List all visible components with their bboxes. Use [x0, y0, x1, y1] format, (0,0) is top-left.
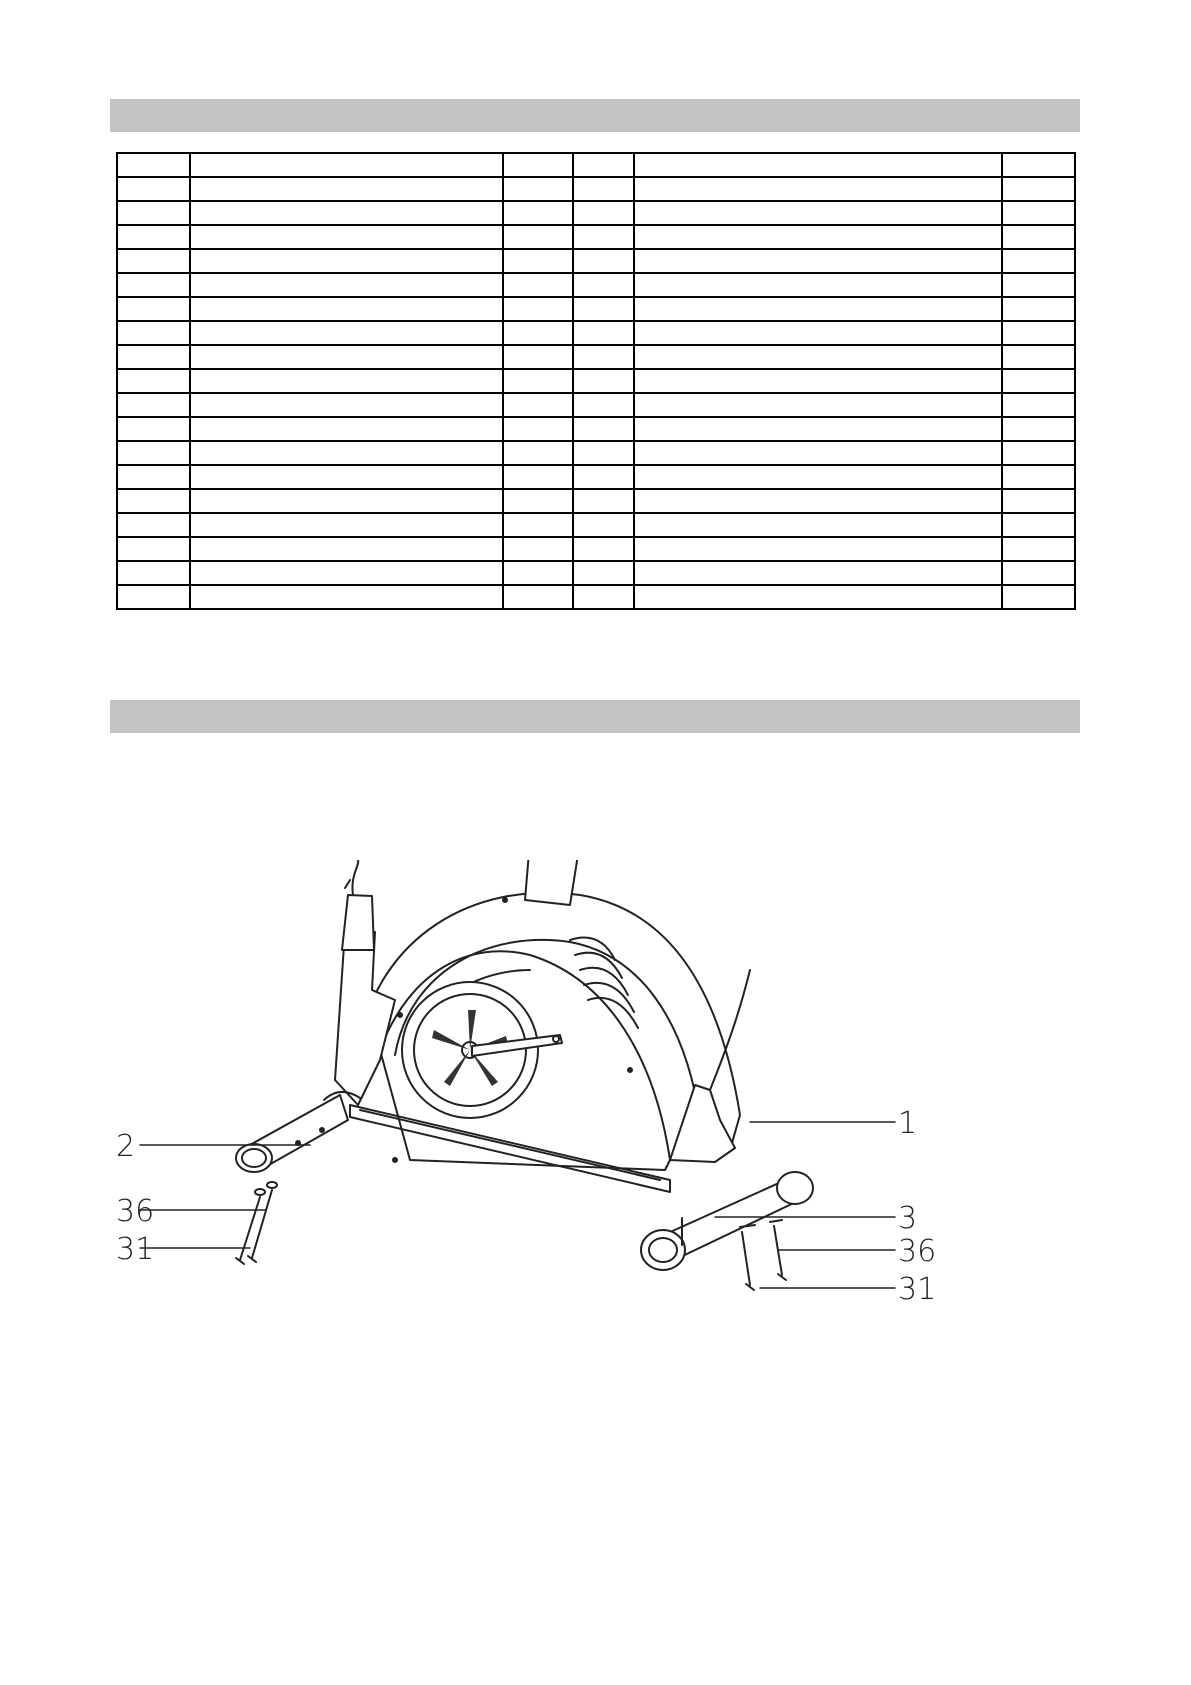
table-cell: [503, 273, 573, 297]
table-cell: [503, 561, 573, 585]
table-row: [117, 201, 1075, 225]
table-cell: [634, 393, 1002, 417]
table-cell: [1002, 417, 1075, 441]
table-cell: [190, 537, 503, 561]
table-cell: [190, 369, 503, 393]
table-cell: [634, 177, 1002, 201]
callout-labels: [116, 1106, 936, 1307]
table-cell: [190, 249, 503, 273]
table-cell: [634, 537, 1002, 561]
table-cell: [1002, 537, 1075, 561]
table-cell: [190, 345, 503, 369]
table-cell: [117, 441, 190, 465]
table-cell: [573, 585, 634, 609]
table-cell: [503, 201, 573, 225]
table-cell: [634, 465, 1002, 489]
table-row: [117, 561, 1075, 585]
table-cell: [117, 297, 190, 321]
table-cell: [190, 153, 503, 177]
table-cell: [190, 585, 503, 609]
table-cell: [1002, 441, 1075, 465]
table-cell: [573, 537, 634, 561]
parts-list-table: [116, 152, 1076, 610]
callout-main-frame: 1: [898, 1106, 918, 1141]
table-row: [117, 321, 1075, 345]
exercise-bike-assembly-diagram: [110, 860, 950, 1320]
table-cell: [117, 465, 190, 489]
table-row: [117, 369, 1075, 393]
table-cell: [190, 561, 503, 585]
table-cell: [503, 153, 573, 177]
table-cell: [117, 225, 190, 249]
table-cell: [190, 465, 503, 489]
table-cell: [190, 273, 503, 297]
table-cell: [503, 369, 573, 393]
table-cell: [634, 513, 1002, 537]
table-cell: [190, 177, 503, 201]
table-cell: [573, 369, 634, 393]
table-cell: [190, 297, 503, 321]
table-cell: [573, 393, 634, 417]
table-row: [117, 393, 1075, 417]
table-cell: [634, 153, 1002, 177]
rear-stabilizer-drawing: [236, 1092, 360, 1264]
table-cell: [503, 465, 573, 489]
callout-bolt-right: 31: [898, 1272, 937, 1307]
table-row: [117, 489, 1075, 513]
table-cell: [634, 297, 1002, 321]
table-cell: [503, 345, 573, 369]
table-row: [117, 345, 1075, 369]
table-cell: [573, 465, 634, 489]
table-cell: [117, 561, 190, 585]
callout-washer-right: 36: [898, 1234, 937, 1269]
table-cell: [634, 561, 1002, 585]
table-cell: [634, 489, 1002, 513]
table-cell: [1002, 513, 1075, 537]
table-cell: [190, 225, 503, 249]
table-cell: [503, 513, 573, 537]
table-cell: [1002, 489, 1075, 513]
table-cell: [190, 513, 503, 537]
table-cell: [1002, 201, 1075, 225]
table-cell: [1002, 177, 1075, 201]
callout-washer-left: 36: [116, 1194, 155, 1229]
callout-rear-stabilizer: 2: [116, 1129, 136, 1164]
table-cell: [117, 273, 190, 297]
table-cell: [573, 225, 634, 249]
table-row: [117, 465, 1075, 489]
table-cell: [634, 369, 1002, 393]
table-cell: [1002, 465, 1075, 489]
table-row: [117, 153, 1075, 177]
table-row: [117, 225, 1075, 249]
table-cell: [634, 201, 1002, 225]
table-cell: [634, 441, 1002, 465]
table-cell: [634, 249, 1002, 273]
table-cell: [573, 345, 634, 369]
table-cell: [634, 225, 1002, 249]
table-row: [117, 537, 1075, 561]
table-row: [117, 417, 1075, 441]
callout-bolt-left: 31: [116, 1232, 155, 1267]
table-cell: [634, 585, 1002, 609]
table-cell: [573, 417, 634, 441]
table-cell: [1002, 225, 1075, 249]
table-cell: [117, 345, 190, 369]
table-cell: [573, 321, 634, 345]
table-cell: [634, 273, 1002, 297]
table-cell: [190, 489, 503, 513]
table-cell: [573, 177, 634, 201]
table-cell: [573, 513, 634, 537]
table-cell: [573, 249, 634, 273]
table-cell: [190, 393, 503, 417]
table-cell: [573, 441, 634, 465]
table-cell: [117, 321, 190, 345]
table-cell: [190, 201, 503, 225]
table-row: [117, 249, 1075, 273]
table-cell: [573, 273, 634, 297]
table-cell: [503, 225, 573, 249]
table-cell: [573, 561, 634, 585]
table-cell: [503, 177, 573, 201]
table-row: [117, 177, 1075, 201]
table-cell: [573, 489, 634, 513]
table-cell: [190, 321, 503, 345]
table-cell: [573, 153, 634, 177]
table-cell: [503, 321, 573, 345]
table-cell: [117, 585, 190, 609]
table-cell: [117, 249, 190, 273]
table-cell: [573, 297, 634, 321]
table-cell: [503, 585, 573, 609]
table-cell: [1002, 345, 1075, 369]
table-cell: [1002, 297, 1075, 321]
table-cell: [503, 393, 573, 417]
table-cell: [503, 489, 573, 513]
table-cell: [634, 321, 1002, 345]
assembly-step-header-bar: [110, 700, 1080, 733]
table-row: [117, 513, 1075, 537]
table-cell: [1002, 393, 1075, 417]
table-row: [117, 297, 1075, 321]
table-cell: [190, 441, 503, 465]
table-cell: [1002, 561, 1075, 585]
table-cell: [117, 201, 190, 225]
table-cell: [117, 369, 190, 393]
table-cell: [117, 393, 190, 417]
table-cell: [117, 489, 190, 513]
table-cell: [634, 417, 1002, 441]
table-cell: [1002, 249, 1075, 273]
table-cell: [1002, 369, 1075, 393]
parts-list-header-bar: [110, 99, 1080, 132]
table-cell: [503, 297, 573, 321]
table-cell: [503, 537, 573, 561]
table-cell: [503, 417, 573, 441]
table-cell: [573, 201, 634, 225]
table-cell: [117, 417, 190, 441]
main-frame-drawing: [335, 860, 750, 1192]
table-cell: [1002, 585, 1075, 609]
table-row: [117, 585, 1075, 609]
table-cell: [117, 153, 190, 177]
table-cell: [634, 345, 1002, 369]
table-cell: [117, 513, 190, 537]
table-row: [117, 273, 1075, 297]
table-cell: [1002, 321, 1075, 345]
table-cell: [117, 177, 190, 201]
table-cell: [503, 441, 573, 465]
table-cell: [117, 537, 190, 561]
table-cell: [503, 249, 573, 273]
table-row: [117, 441, 1075, 465]
table-cell: [1002, 273, 1075, 297]
table-cell: [1002, 153, 1075, 177]
table-cell: [190, 417, 503, 441]
callout-front-stabilizer: 3: [898, 1201, 918, 1236]
